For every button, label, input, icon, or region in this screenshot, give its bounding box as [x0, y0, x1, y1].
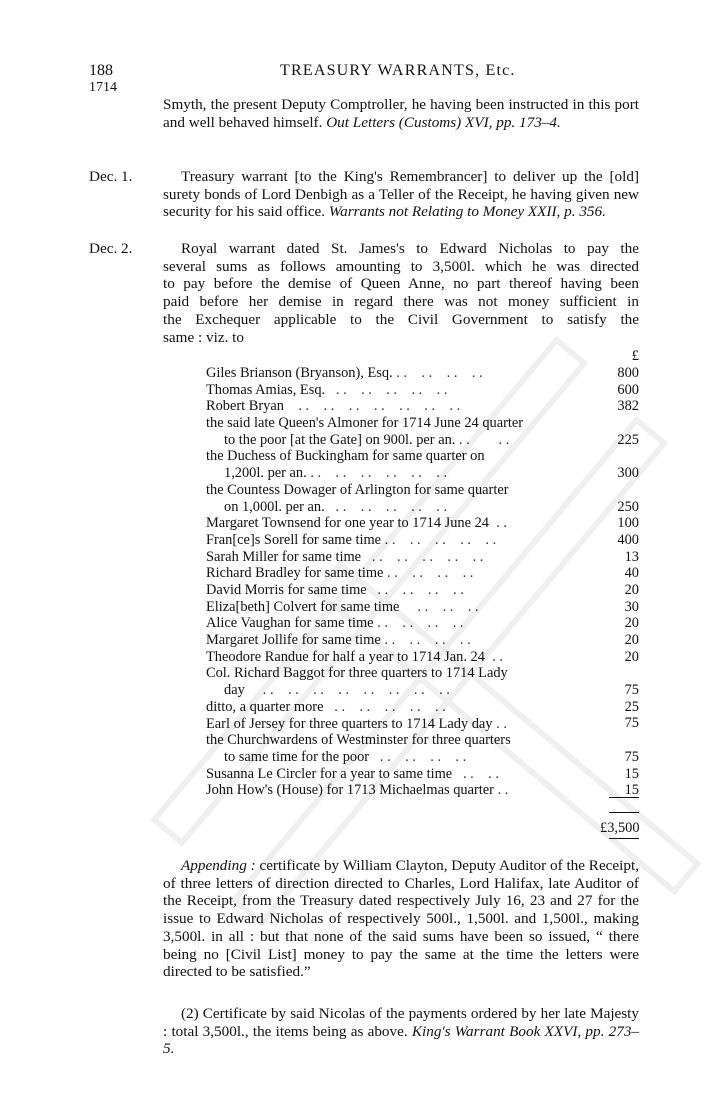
payee: the Countess Dowager of Arlington for same quarter [206, 481, 509, 498]
payment-row: Susanna Le Circler for a year to same time . . . . 15 [206, 765, 639, 782]
payee-continued: on 1,000l. per an. [224, 498, 325, 515]
continuation-source: Out Letters (Customs) XVI, pp. 173–4. [326, 113, 561, 131]
payee: Eliza[beth] Colvert for same time [206, 598, 400, 615]
entry-dec-1 [163, 168, 639, 221]
intro-line: to pay before the demise of Queen Anne, no part thereof having been [163, 275, 639, 293]
payment-row: the Duchess of Buckingham for same quarter on 1,200l. per an. . . . . . . . . . . . . 300 [206, 448, 639, 482]
payments-total: £3,500 [600, 820, 640, 836]
intro-line: paid before her demise in regard there was not money sufficient in [163, 293, 639, 311]
payee: Theodore Randue for half a year to 1714 Jan. 24 [206, 648, 485, 665]
certificate-paragraph [163, 1005, 639, 1058]
payment-row: Giles Brianson (Bryanson), Esq. . . . . . . . . 800 [206, 364, 639, 381]
payment-row: Col. Richard Baggot for three quarters to 1714 Lady day . . . . . . . . . . . . . . . . 75 [206, 665, 639, 699]
payee: the Churchwardens of Westminster for three quarters [206, 732, 511, 749]
payment-row: David Morris for same time . . . . . . . . 20 [206, 581, 639, 598]
payee: Thomas Amias, Esq. [206, 381, 326, 398]
payee: ditto, a quarter more [206, 698, 324, 715]
payment-amount: 400 [617, 531, 639, 548]
payee: Sarah Miller for same time [206, 548, 362, 565]
certificate-text: (2) Certificate by said Nicolas of the payments ordered by her late Majesty : total 3,500l., the items being as above. [163, 1005, 639, 1040]
payment-row: Robert Bryan . . . . . . . . . . . . . . 382 [206, 398, 639, 415]
date-dec-1: Dec. 1. [89, 168, 133, 185]
payee: Giles Brianson (Bryanson), Esq. [206, 365, 393, 381]
intro-line: several sums as follows amounting to 3,500l. which he was directed [163, 257, 639, 275]
payment-row: John How's (House) for 1713 Michaelmas quarter . . 15 [206, 782, 639, 799]
payment-amount: 100 [617, 515, 639, 532]
payment-row: Earl of Jersey for three quarters to 1714 Lady day . . 75 [206, 715, 639, 732]
payment-amount: 20 [624, 615, 639, 632]
appending-paragraph [163, 857, 639, 981]
payment-row: Margaret Townsend for one year to 1714 June 24 . . 100 [206, 515, 639, 532]
intro-line: the Exchequer applicable to the Civil Government to satisfy the [163, 310, 639, 328]
payment-amount: 20 [624, 648, 639, 665]
payee: Col. Richard Baggot for three quarters to 1714 Lady [206, 665, 508, 682]
payee: John How's (House) for 1713 Michaelmas quarter [206, 782, 494, 799]
payment-amount: 225 [617, 431, 639, 448]
payment-row: Theodore Randue for half a year to 1714 Jan. 24 . . 20 [206, 648, 639, 665]
payee: Susanna Le Circler for a year to same time [206, 765, 453, 782]
entry-dec-2-intro [163, 240, 639, 346]
margin-year: 1714 [89, 80, 117, 95]
payment-amount: 15 [624, 765, 639, 782]
payee: Margaret Townsend for one year to 1714 June 24 [206, 515, 490, 532]
continuation-text: Smyth, the present Deputy Comptroller, he having been instructed in this port and well behaved himself. [163, 96, 639, 131]
payment-amount: 30 [624, 598, 639, 615]
intro-line: Royal warrant dated St. James's to Edward Nicholas to pay the [181, 240, 639, 257]
payee: Robert Bryan [206, 398, 284, 415]
payee: Margaret Jollife for same time [206, 632, 381, 649]
payment-amount: 13 [624, 548, 639, 565]
payment-row: Alice Vaughan for same time . . . . . . . . 20 [206, 615, 639, 632]
payment-row: Eliza[beth] Colvert for same time . . . . . . 30 [206, 598, 639, 615]
payments-list [206, 365, 639, 799]
total-rule-middle [609, 812, 639, 813]
continuation-paragraph [163, 96, 639, 131]
payee: Alice Vaughan for same time [206, 615, 374, 632]
total-rule-top [609, 797, 639, 798]
payment-row: the said late Queen's Almoner for 1714 June 24 quarter to the poor [at the Gate] on 900l. per an. . . . . 225 [206, 415, 639, 448]
payee-continued: 1,200l. per an. [224, 465, 307, 482]
payee-continued: to same time for the poor [224, 748, 370, 765]
certificate-source: King's Warrant Book XXVI, pp. 273–5. [163, 1022, 640, 1058]
appending-text: certificate by William Clayton, Deputy Auditor of the Receipt, of three letters of direction directed to Charles, Lord Halifax, late Auditor of the Receipt, from the Treasury dated respectively July 16, 23 and 27 for the issue to Edward Nicholas of respectively 500l., 1,500l. and 1,500l., making 3,500l. in all : but that none of the said sums have been so issued, “ there being no [Civil List] money to pay the same at the time the letters were directed to be satisfied.” [163, 857, 639, 981]
payee-continued: day [224, 682, 245, 699]
payment-amount: 20 [624, 581, 639, 598]
payment-row: ditto, a quarter more . . . . . . . . . . 25 [206, 698, 639, 715]
running-title: TREASURY WARRANTS, Etc. [280, 62, 516, 79]
payment-amount: 382 [617, 398, 639, 415]
payee: Richard Bradley for same time [206, 565, 384, 582]
payment-amount: 25 [624, 698, 639, 715]
entry-dec-1-text: Treasury warrant [to the King's Remembrancer] to deliver up the [old] surety bonds of Lord Denbigh as a Teller of the Receipt, he having given new security for his said office. [163, 168, 639, 221]
payment-amount: 15 [624, 782, 639, 799]
payment-row: Margaret Jollife for same time . . . . . . . . 20 [206, 632, 639, 649]
payment-amount: 300 [617, 465, 639, 482]
payment-amount: 75 [624, 748, 639, 765]
payment-row: Thomas Amias, Esq. . . . . . . . . . . 600 [206, 381, 639, 398]
payment-row: Fran[ce]s Sorell for same time . . . . . . . . . . 400 [206, 531, 639, 548]
currency-column-header: £ [631, 348, 639, 364]
payee: Fran[ce]s Sorell for same time [206, 531, 382, 548]
payee: the Duchess of Buckingham for same quarter on [206, 448, 485, 465]
payment-amount: 600 [617, 381, 639, 398]
payee: the said late Queen's Almoner for 1714 June 24 quarter [206, 415, 524, 432]
entry-dec-1-source: Warrants not Relating to Money XXII, p. 356. [328, 203, 606, 221]
payee: Earl of Jersey for three quarters to 1714 Lady day [206, 715, 493, 732]
total-rule-bottom [609, 838, 639, 839]
date-dec-2: Dec. 2. [89, 240, 133, 257]
payment-amount: 40 [624, 565, 639, 582]
payment-row: Sarah Miller for same time . . . . . . . . . . 13 [206, 548, 639, 565]
payment-amount: 250 [617, 498, 639, 515]
appending-label: Appending : [181, 857, 256, 874]
payee: David Morris for same time [206, 581, 367, 598]
intro-line: same : viz. to [163, 328, 244, 346]
payee-continued: to the poor [at the Gate] on 900l. per an. [224, 431, 456, 448]
payment-amount: 75 [624, 682, 639, 699]
payment-amount: 800 [617, 364, 639, 381]
payment-amount: 20 [624, 632, 639, 649]
payment-row: the Churchwardens of Westminster for three quarters to same time for the poor . . . . . . . . 75 [206, 732, 639, 765]
page-number: 188 [89, 62, 113, 79]
payment-row: the Countess Dowager of Arlington for same quarter on 1,000l. per an. . . . . . . . . . . 250 [206, 481, 639, 515]
payment-amount: 75 [624, 715, 639, 732]
payment-row: Richard Bradley for same time . . . . . . . . 40 [206, 565, 639, 582]
